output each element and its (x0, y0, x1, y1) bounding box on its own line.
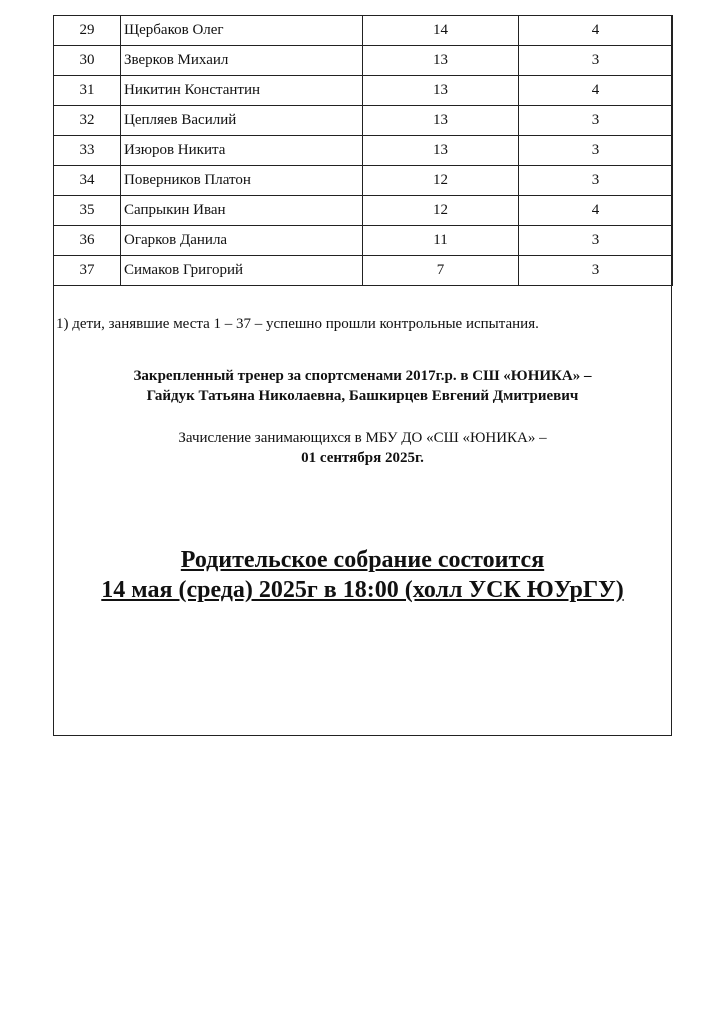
score-b-cell: 3 (519, 106, 673, 136)
place-cell: 29 (54, 16, 121, 46)
meeting-line-2: 14 мая (среда) 2025г в 18:00 (холл УСК ЮУрГУ) (101, 577, 624, 603)
table-row (54, 16, 673, 46)
coach-line-2: Гайдук Татьяна Николаевна, Башкирцев Евгений Дмитриевич (146, 388, 579, 404)
score-b-cell: 3 (519, 136, 673, 166)
score-a-cell: 12 (363, 196, 519, 226)
score-a-cell: 13 (363, 46, 519, 76)
score-a-cell: 13 (363, 136, 519, 166)
place-cell: 32 (54, 106, 121, 136)
score-b-cell: 3 (519, 226, 673, 256)
table-row (54, 106, 673, 136)
place-cell: 35 (54, 196, 121, 226)
score-a-cell: 13 (363, 76, 519, 106)
table-row (54, 76, 673, 106)
score-b-cell: 4 (519, 196, 673, 226)
table-row (54, 136, 673, 166)
name-cell: Поверников Платон (121, 166, 363, 196)
score-b-cell: 3 (519, 166, 673, 196)
enrollment-line-1: Зачисление занимающихся в МБУ ДО «СШ «ЮНИКА» – (178, 430, 547, 446)
table-row (54, 166, 673, 196)
table-row (54, 196, 673, 226)
results-table (53, 15, 673, 286)
name-cell: Сапрыкин Иван (121, 196, 363, 226)
place-cell: 37 (54, 256, 121, 286)
name-cell: Изюров Никита (121, 136, 363, 166)
score-b-cell: 3 (519, 46, 673, 76)
place-cell: 34 (54, 166, 121, 196)
place-cell: 36 (54, 226, 121, 256)
enrollment-date: 01 сентября 2025г. (301, 450, 424, 466)
meeting-line-1: Родительское собрание состоится (180, 547, 545, 573)
footnote: 1) дети, занявшие места 1 – 37 – успешно прошли контрольные испытания. (56, 316, 539, 332)
name-cell: Зверков Михаил (121, 46, 363, 76)
score-a-cell: 12 (363, 166, 519, 196)
name-cell: Щербаков Олег (121, 16, 363, 46)
table-row (54, 46, 673, 76)
score-b-cell: 4 (519, 16, 673, 46)
score-a-cell: 7 (363, 256, 519, 286)
name-cell: Симаков Григорий (121, 256, 363, 286)
meeting-announcement (53, 545, 672, 605)
coach-info (53, 366, 672, 406)
place-cell: 33 (54, 136, 121, 166)
name-cell: Никитин Константин (121, 76, 363, 106)
score-a-cell: 13 (363, 106, 519, 136)
name-cell: Огарков Данила (121, 226, 363, 256)
score-a-cell: 14 (363, 16, 519, 46)
coach-line-1: Закрепленный тренер за спортсменами 2017г.р. в СШ «ЮНИКА» – (133, 368, 592, 384)
results-table-body (54, 16, 673, 286)
score-a-cell: 11 (363, 226, 519, 256)
place-cell: 30 (54, 46, 121, 76)
table-row (54, 226, 673, 256)
name-cell: Цепляев Василий (121, 106, 363, 136)
score-b-cell: 4 (519, 76, 673, 106)
place-cell: 31 (54, 76, 121, 106)
table-row (54, 256, 673, 286)
enrollment-info (53, 428, 672, 468)
score-b-cell: 3 (519, 256, 673, 286)
